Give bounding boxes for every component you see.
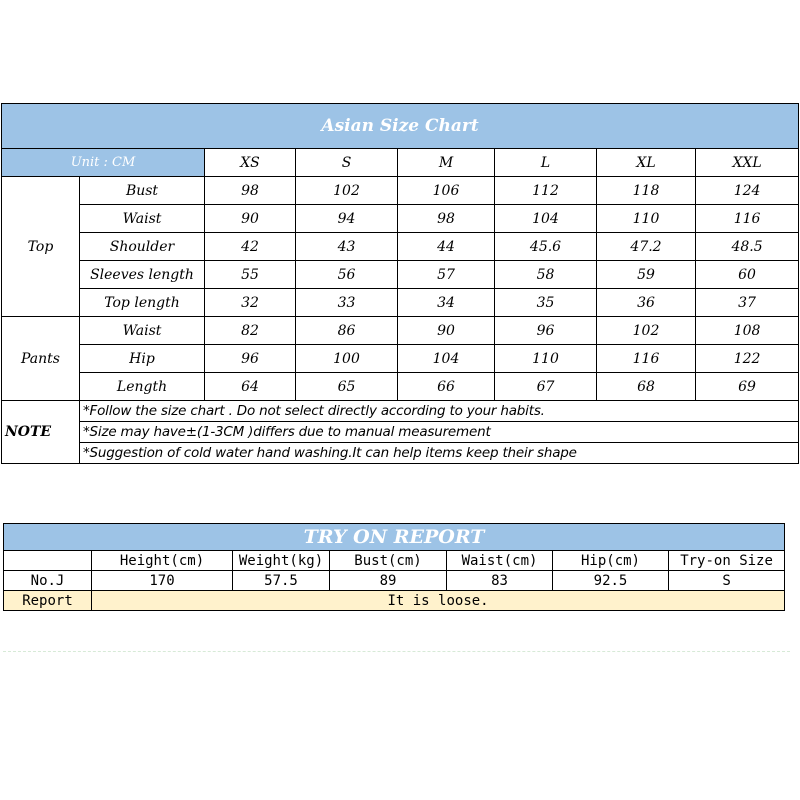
try-on-header-cell: Hip(cm) [553,551,669,571]
size-row [2,345,799,373]
try-on-header-row [4,551,785,571]
size-header-xs: XS [205,149,296,177]
size-header-m: M [398,149,495,177]
measurement-value: 110 [597,205,696,233]
note-row [2,401,799,422]
measurement-label: Top length [80,289,205,317]
size-row [2,233,799,261]
measurement-value: 122 [696,345,799,373]
measurement-value: 32 [205,289,296,317]
report-label: Report [4,591,92,611]
try-on-data-row [4,571,785,591]
measurement-value: 116 [696,205,799,233]
measurement-value: 96 [205,345,296,373]
measurement-value: 42 [205,233,296,261]
measurement-value: 34 [398,289,495,317]
size-row [2,205,799,233]
try-on-header-cell: Height(cm) [92,551,233,571]
measurement-value: 69 [696,373,799,401]
measurement-value: 43 [296,233,398,261]
measurement-label: Sleeves length [80,261,205,289]
measurement-value: 98 [205,177,296,205]
measurement-value: 116 [597,345,696,373]
size-header-xxl: XXL [696,149,799,177]
measurement-value: 108 [696,317,799,345]
measurement-value: 68 [597,373,696,401]
note-row [2,443,799,464]
measurement-label: Waist [80,205,205,233]
measurement-value: 102 [597,317,696,345]
size-header-xl: XL [597,149,696,177]
measurement-value: 96 [495,317,597,345]
measurement-value: 56 [296,261,398,289]
measurement-value: 94 [296,205,398,233]
try-on-value: 83 [447,571,553,591]
measurement-value: 60 [696,261,799,289]
measurement-value: 44 [398,233,495,261]
note-row [2,422,799,443]
measurement-value: 55 [205,261,296,289]
try-on-header-cell: Waist(cm) [447,551,553,571]
try-on-header-blank [4,551,92,571]
measurement-value: 35 [495,289,597,317]
measurement-label: Shoulder [80,233,205,261]
measurement-value: 59 [597,261,696,289]
try-on-value: 89 [330,571,447,591]
measurement-label: Hip [80,345,205,373]
try-on-header-cell: Weight(kg) [233,551,330,571]
measurement-label: Length [80,373,205,401]
size-row [2,373,799,401]
measurement-value: 47.2 [597,233,696,261]
measurement-value: 66 [398,373,495,401]
measurement-value: 36 [597,289,696,317]
measurement-value: 110 [495,345,597,373]
size-header-l: L [495,149,597,177]
unit-label: Unit : CM [2,149,205,177]
measurement-label: Waist [80,317,205,345]
measurement-value: 57 [398,261,495,289]
note-label: NOTE [2,401,80,464]
try-on-header-cell: Try-on Size [669,551,785,571]
try-on-header-cell: Bust(cm) [330,551,447,571]
measurement-value: 33 [296,289,398,317]
measurement-value: 100 [296,345,398,373]
report-text: It is loose. [92,591,785,611]
measurement-value: 118 [597,177,696,205]
try-on-value: 170 [92,571,233,591]
group-label-top: Top [2,177,80,317]
measurement-value: 104 [495,205,597,233]
size-header-s: S [296,149,398,177]
try-on-value: 92.5 [553,571,669,591]
try-on-report-table [3,523,785,611]
size-row [2,289,799,317]
group-label-pants: Pants [2,317,80,401]
measurement-value: 102 [296,177,398,205]
model-name: No.J [4,571,92,591]
measurement-value: 90 [205,205,296,233]
measurement-value: 90 [398,317,495,345]
measurement-value: 48.5 [696,233,799,261]
measurement-label: Bust [80,177,205,205]
try-on-value: 57.5 [233,571,330,591]
measurement-value: 124 [696,177,799,205]
measurement-value: 106 [398,177,495,205]
note-text: *Suggestion of cold water hand washing.It can help items keep their shape [80,443,799,464]
report-row [4,591,785,611]
measurement-value: 58 [495,261,597,289]
size-row [2,317,799,345]
measurement-value: 67 [495,373,597,401]
size-row [2,261,799,289]
measurement-value: 82 [205,317,296,345]
measurement-value: 112 [495,177,597,205]
size-chart-title: Asian Size Chart [2,104,799,149]
divider-line [3,651,790,652]
size-row [2,177,799,205]
size-chart-table [1,103,799,464]
measurement-value: 64 [205,373,296,401]
note-text: *Size may have±(1-3CM )differs due to manual measurement [80,422,799,443]
measurement-value: 86 [296,317,398,345]
note-text: *Follow the size chart . Do not select directly according to your habits. [80,401,799,422]
measurement-value: 104 [398,345,495,373]
measurement-value: 37 [696,289,799,317]
measurement-value: 98 [398,205,495,233]
measurement-value: 65 [296,373,398,401]
try-on-value: S [669,571,785,591]
try-on-report-title: TRY ON REPORT [4,524,785,551]
measurement-value: 45.6 [495,233,597,261]
